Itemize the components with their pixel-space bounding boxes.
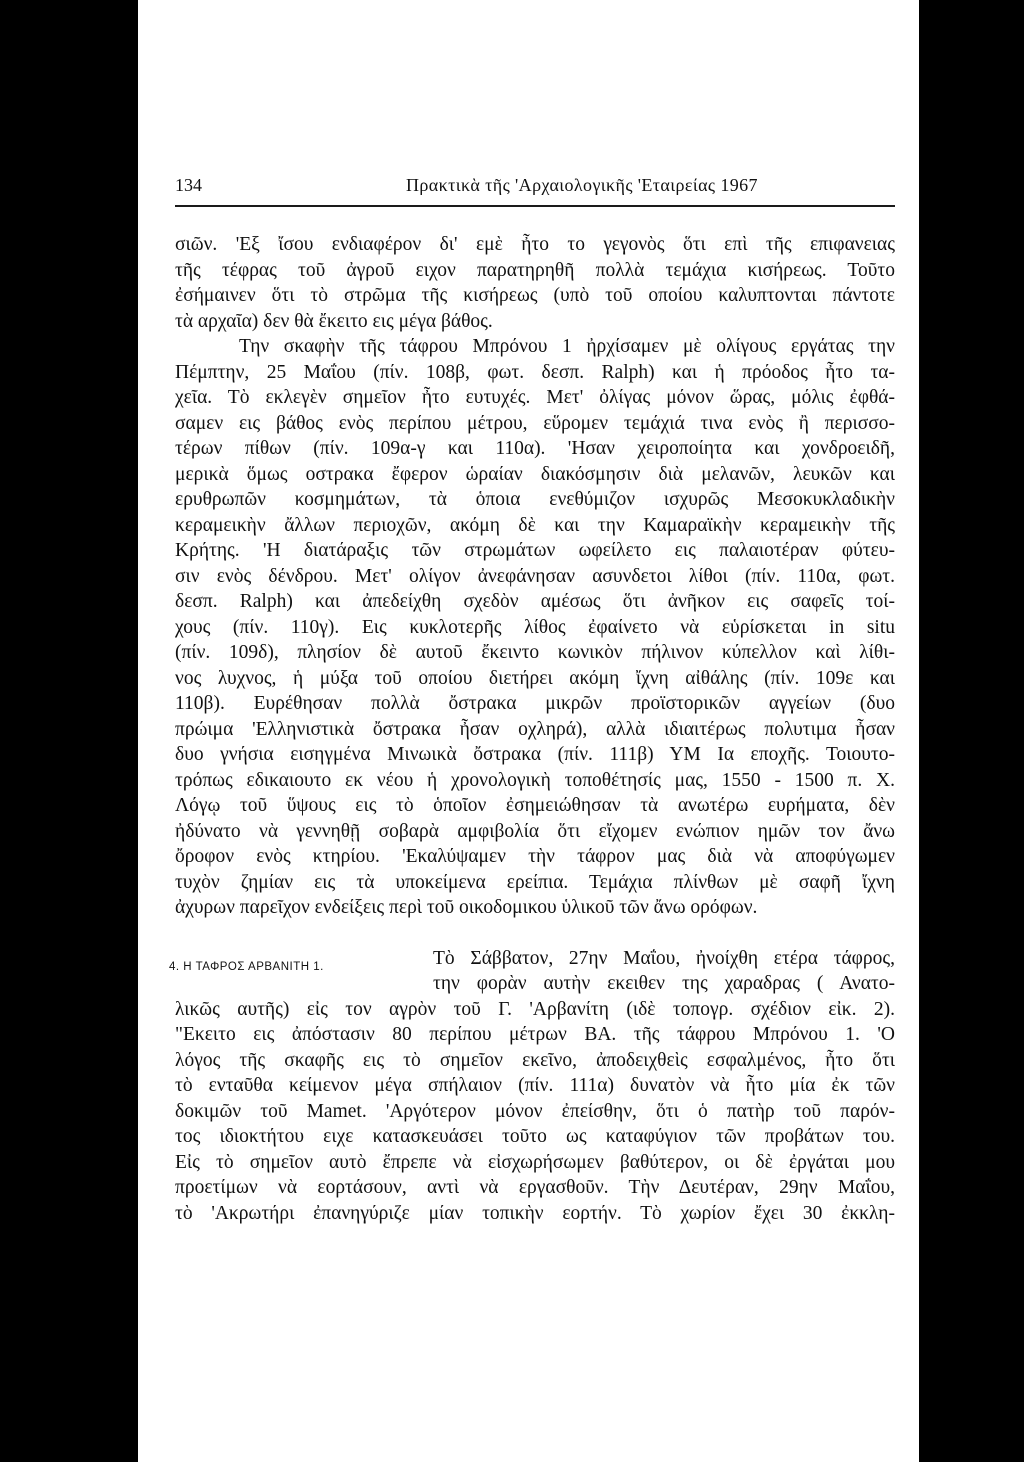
text-line: νος λυχνος, ἡ μύξα τοῦ οποίου διετήρει ακόμη ἴχνη αἰθάλης (πίν. 109ε και [175, 667, 895, 689]
text-line: τὸ 'Ακρωτήρι ἐπανηγύριζε μίαν τοπικὴν εορτήν. Τὸ χωρίον ἔχει 30 ἐκκλη- [175, 1202, 895, 1224]
body-text [169, 232, 895, 1226]
text-line: Κρήτης. 'Η διατάραξις τῶν στρωμάτων ωφείλετο εις παλαιοτέραν φύτευ- [175, 540, 895, 561]
text-line: ερυθρωπῶν κοσμημάτων, τὰ ὁποια ενεθύμιζον ισχυρῶς Μεσοκυκλαδικὴν [175, 489, 895, 510]
text-line: σαμεν εις βάθος ενὸς περίπου μέτρου, εὕρομεν τεμάχιά τινα ενὸς ἢ περισσο- [175, 412, 895, 434]
header-rule [175, 205, 895, 207]
text-line: μερικὰ ὅμως οστρακα ἔφερον ὡραίαν διακόσμησιν διὰ μελανῶν, λευκῶν και [175, 463, 895, 485]
text-line: 110β). Ευρέθησαν πολλὰ ὄστρακα μικρῶν προϊστορικῶν αγγείων (δυο [175, 693, 895, 714]
text-line: ὄροφον ενὸς κτηρίου. 'Εκαλύψαμεν τὴν τάφρον μας διὰ νὰ αποφύγωμεν [175, 846, 895, 867]
paragraph [175, 334, 895, 921]
text-line: προετίμων νὰ εορτάσουν, αντὶ νὰ εργασθοῦν. Τὴν Δευτέραν, 29ην Μαΐου, [175, 1177, 895, 1198]
text-line: τος ιδιοκτήτου ειχε κατασκευάσει τοῦτο ως καταφύγιον τῶν προβάτων του. [175, 1126, 895, 1147]
text-line: Πέμπτην, 25 Μαΐου (πίν. 108β, φωτ. δεσπ. Ralph) και ἡ πρόοδος ἦτο τα- [175, 361, 895, 383]
text-line: την φορὰν αυτὴν εκειθεν της χαραδρας ( Ανατο- [433, 973, 895, 994]
text-line: ἀχυρων παρεῖχον ενδείξεις περὶ τοῦ οικοδομικου ὑλικοῦ τῶν ἄνω ορόφων. [175, 897, 758, 918]
text-line: ἠδύνατο νὰ γεννηθῇ σοβαρὰ αμφιβολία ὅτι εἴχομεν ενώπιον ημῶν τον ἄνω [175, 820, 895, 842]
text-line: τὰ αρχαῖα) δεν θὰ ἔκειτο εις μέγα βάθος. [175, 310, 493, 332]
text-line: Την σκαφὴν τῆς τάφρου Μπρόνου 1 ἠρχίσαμεν μὲ ολίγους εργάτας την [239, 336, 895, 357]
running-header [175, 170, 895, 202]
text-line: χους (πίν. 110γ). Εις κυκλοτερῆς λίθος ἐφαίνετο νὰ εὑρίσκεται in situ [175, 616, 895, 638]
section-second-line [175, 971, 895, 997]
text-line: σιῶν. 'Εξ ἴσου ενδιαφέρον δι' εμὲ ἦτο το γεγονὸς ὅτι επὶ τῆς επιφανειας [175, 234, 895, 255]
text-line: πρώιμα 'Ελληνιστικὰ ὄστρακα ἦσαν οχληρά), αλλὰ ιδιαιτέρως πολυτιμα ἦσαν [175, 718, 895, 740]
text-line: Τὸ Σάββατον, 27ην Μαΐου, ἠνοίχθη ετέρα τάφρος, [433, 947, 895, 969]
page-number: 134 [175, 175, 202, 195]
text-line: χεῖα. Τὸ εκλεγὲν σημεῖον ἦτο ευτυχές. Μετ' ὀλίγας μόνον ὥρας, μόλις ἐφθά- [175, 387, 895, 408]
section-first-line [169, 946, 895, 973]
text-line: τῆς τέφρας τοῦ ἀγροῦ ειχον παρατηρηθῆ πολλὰ τεμάχια κισήρεως. Τοῦτο [175, 259, 895, 281]
text-line: τυχὸν ζημίαν εις τὰ υποκείμενα ερείπια. Τεμάχια πλίνθων μὲ σαφῆ ἴχνη [175, 871, 895, 893]
text-line: δοκιμῶν τοῦ Mamet. 'Αργότερον μόνον ἐπείσθην, ὅτι ὁ πατὴρ τοῦ παρόν- [175, 1100, 895, 1122]
text-line: δυο γνήσια εισηγμένα Μινωικὰ ὄστρακα (πίν. 111β) ΥΜ Ια εποχῆς. Τοιουτο- [175, 744, 895, 765]
text-line: σιν ενὸς δένδρου. Μετ' ολίγον ἀνεφάνησαν ασυνδετοι λίθοι (πίν. 110α, φωτ. [175, 565, 895, 587]
text-line: Λόγῳ τοῦ ὕψους εις τὸ ὁποῖον ἐσημειώθησαν τὰ ανωτέρω ευρήματα, δὲν [175, 795, 895, 816]
text-line: λόγος τῆς σκαφῆς εις τὸ σημεῖον εκεῖνο, ἀποδειχθεὶς εσφαλμένος, ἦτο ὅτι [175, 1049, 895, 1071]
running-title: Πρακτικὰ τῆς 'Αρχαιολογικῆς 'Εταιρείας 1967 [406, 175, 758, 195]
text-line: ἐσήμαινεν ὅτι τὸ στρῶμα τῆς κισήρεως (υπὸ τοῦ οποίου καλυπτονται πάντοτε [175, 285, 895, 306]
text-line: τέρων πίθων (πίν. 109α-γ και 110α). 'Ησαν χειροποίητα και χονδροειδῆ, [175, 438, 895, 459]
text-line: τρόπως εδικαιουτο εκ νέου ἡ χρονολογικὴ τοποθέτησίς μας, 1550 - 1500 π. Χ. [175, 769, 895, 791]
text-line: "Εκειτο εις ἀπόστασιν 80 περίπου μέτρων ΒΑ. τῆς τάφρου Μπρόνου 1. 'Ο [175, 1024, 895, 1045]
section-heading: 4. Η ΤΑΦΡΟΣ ΑΡΒΑΝΙΤΗ 1. [169, 960, 324, 973]
text-line: τὸ ενταῦθα κείμενον μέγα σπήλαιον (πίν. 111α) δυνατὸν νὰ ἦτο μία ἐκ τῶν [175, 1075, 895, 1096]
text-line: (πίν. 109δ), πλησίον δὲ αυτοῦ ἔκειντο κωνικὸν πήλινον κύπελλον καὶ λίθι- [175, 642, 895, 663]
text-line: Εἰς τὸ σημεῖον αυτὸ ἔπρεπε νὰ εἰσχωρήσωμεν βαθύτερον, οι δὲ ἐργάται μου [175, 1151, 895, 1173]
text-line: κεραμεικὴν ἄλλων περιοχῶν, ακόμη δὲ και την Καμαραϊκὴν κεραμεικὴν τῆς [175, 514, 895, 536]
section-spacer [175, 921, 895, 946]
paragraph [175, 232, 895, 334]
text-line: λικῶς αυτῆς) εἰς τον αγρὸν τοῦ Γ. 'Αρβανίτη (ιδὲ τοπογρ. σχέδιον εἰκ. 2). [175, 998, 895, 1020]
paragraph [175, 997, 895, 1227]
text-line: δεσπ. Ralph) και ἀπεδείχθη σχεδὸν αμέσως ὅτι ἀνῆκον εις σαφεῖς τοί- [175, 591, 895, 612]
